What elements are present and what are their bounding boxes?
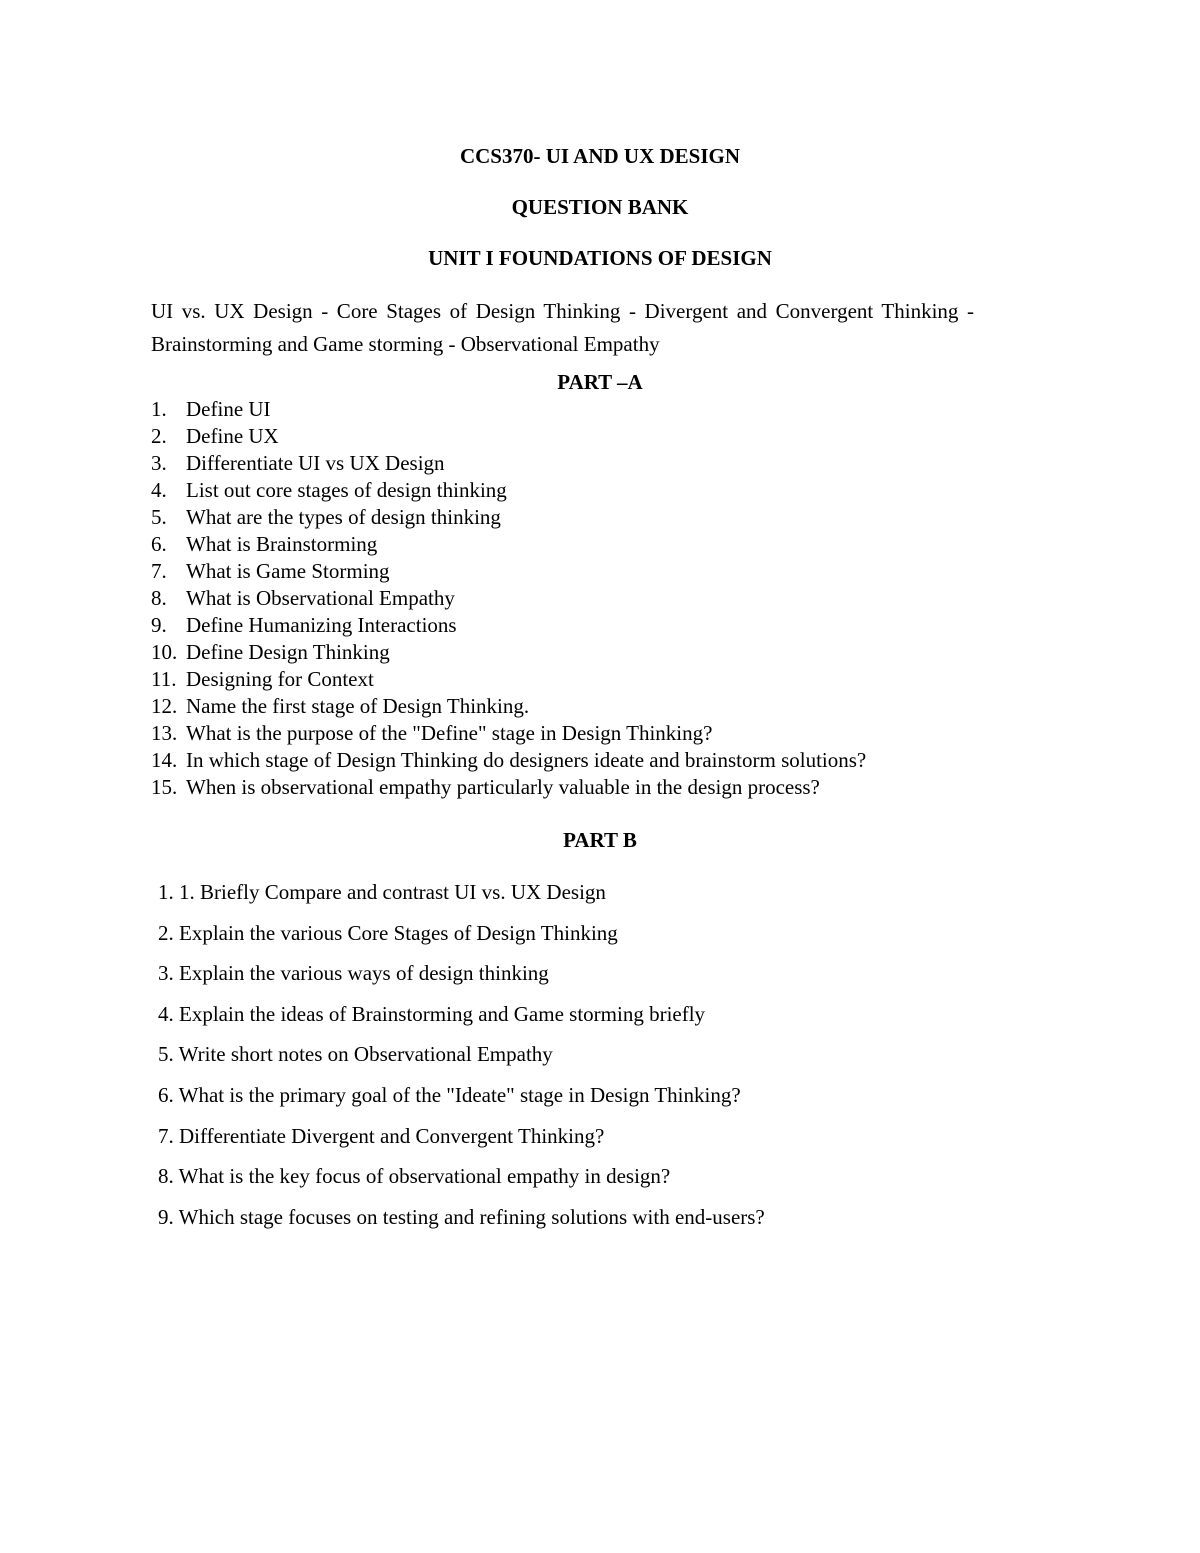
question-text: Which stage focuses on testing and refining solutions with end-users? — [178, 1204, 765, 1229]
list-item — [151, 720, 866, 747]
list-item — [151, 558, 866, 585]
question-text: In which stage of Design Thinking do designers ideate and brainstorm solutions? — [186, 748, 867, 772]
question-text: Define Humanizing Interactions — [186, 613, 457, 637]
list-item — [151, 693, 866, 720]
list-item — [158, 1083, 765, 1107]
list-item — [158, 1164, 765, 1188]
syllabus-topics: UI vs. UX Design - Core Stages of Design Thinking - Divergent and Convergent Thinking -Brainstorming and Game storming - Observational Empathy — [151, 299, 974, 356]
question-number: 15. — [151, 775, 178, 799]
unit-title: UNIT I FOUNDATIONS OF DESIGN — [428, 246, 772, 270]
list-item — [158, 880, 765, 904]
question-number: 11. — [151, 667, 177, 691]
list-item — [151, 423, 866, 450]
list-item — [151, 747, 866, 774]
question-text: Define UX — [186, 424, 279, 448]
question-number: 13. — [151, 721, 178, 745]
question-number: 1. — [151, 397, 167, 421]
list-item — [151, 612, 866, 639]
list-item — [151, 639, 866, 666]
list-item — [158, 961, 765, 985]
course-title: CCS370- UI AND UX DESIGN — [459, 144, 741, 168]
question-number: 14. — [151, 748, 178, 772]
list-item — [158, 1124, 765, 1148]
list-item — [158, 1002, 765, 1026]
part-a-question-list — [151, 396, 866, 801]
list-item — [151, 477, 866, 504]
question-text: Name the first stage of Design Thinking. — [186, 694, 530, 718]
question-number: 9. — [151, 613, 167, 637]
question-text: What is Game Storming — [186, 559, 390, 583]
question-text: Explain the ideas of Brainstorming and Game storming briefly — [179, 1001, 706, 1026]
question-text: Explain the various ways of design thinking — [179, 961, 549, 986]
list-item — [151, 396, 866, 423]
question-number: 2. — [158, 920, 174, 945]
question-text: Differentiate UI vs UX Design — [186, 451, 445, 475]
document-subtitle: QUESTION BANK — [511, 195, 689, 219]
question-text: What is Observational Empathy — [186, 586, 455, 610]
question-text: What is the purpose of the "Define" stage in Design Thinking? — [186, 721, 713, 745]
question-number: 6. — [158, 1082, 174, 1107]
list-item — [151, 504, 866, 531]
question-number: 5. — [151, 505, 167, 529]
question-text: What is Brainstorming — [186, 532, 378, 556]
question-text: What is the key focus of observational empathy in design? — [178, 1164, 671, 1189]
question-number: 1. — [158, 880, 174, 904]
question-number: 12. — [151, 694, 178, 718]
question-text: Designing for Context — [186, 667, 374, 691]
question-text: 1. Briefly Compare and contrast UI vs. UX Design — [179, 880, 606, 904]
question-text: Define Design Thinking — [186, 640, 390, 664]
question-number: 5. — [158, 1042, 174, 1067]
question-number: 8. — [158, 1164, 174, 1189]
question-number: 7. — [151, 559, 167, 583]
question-number: 8. — [151, 586, 167, 610]
list-item — [151, 531, 866, 558]
list-item — [158, 921, 765, 945]
question-number: 6. — [151, 532, 167, 556]
question-text: Differentiate Divergent and Convergent Thinking? — [179, 1123, 605, 1148]
list-item — [151, 774, 866, 801]
question-text: When is observational empathy particularly valuable in the design process? — [186, 775, 820, 799]
list-item — [151, 666, 866, 693]
question-text: Explain the various Core Stages of Design Thinking — [179, 920, 618, 945]
question-text: Write short notes on Observational Empathy — [178, 1042, 553, 1067]
part-b-question-list — [158, 880, 765, 1245]
list-item — [158, 1042, 765, 1066]
question-text: What are the types of design thinking — [186, 505, 501, 529]
question-number: 10. — [151, 640, 178, 664]
question-number: 3. — [158, 961, 174, 986]
part-b-heading: PART B — [563, 828, 637, 852]
question-number: 7. — [158, 1123, 174, 1148]
question-text: List out core stages of design thinking — [186, 478, 507, 502]
list-item — [151, 585, 866, 612]
question-text: What is the primary goal of the "Ideate" stage in Design Thinking? — [178, 1082, 741, 1107]
question-number: 3. — [151, 451, 167, 475]
list-item — [151, 450, 866, 477]
list-item — [158, 1205, 765, 1229]
part-a-heading: PART –A — [557, 370, 643, 394]
question-number: 2. — [151, 424, 167, 448]
question-number: 9. — [158, 1204, 174, 1229]
question-number: 4. — [158, 1001, 174, 1026]
question-number: 4. — [151, 478, 167, 502]
question-text: Define UI — [186, 397, 271, 421]
